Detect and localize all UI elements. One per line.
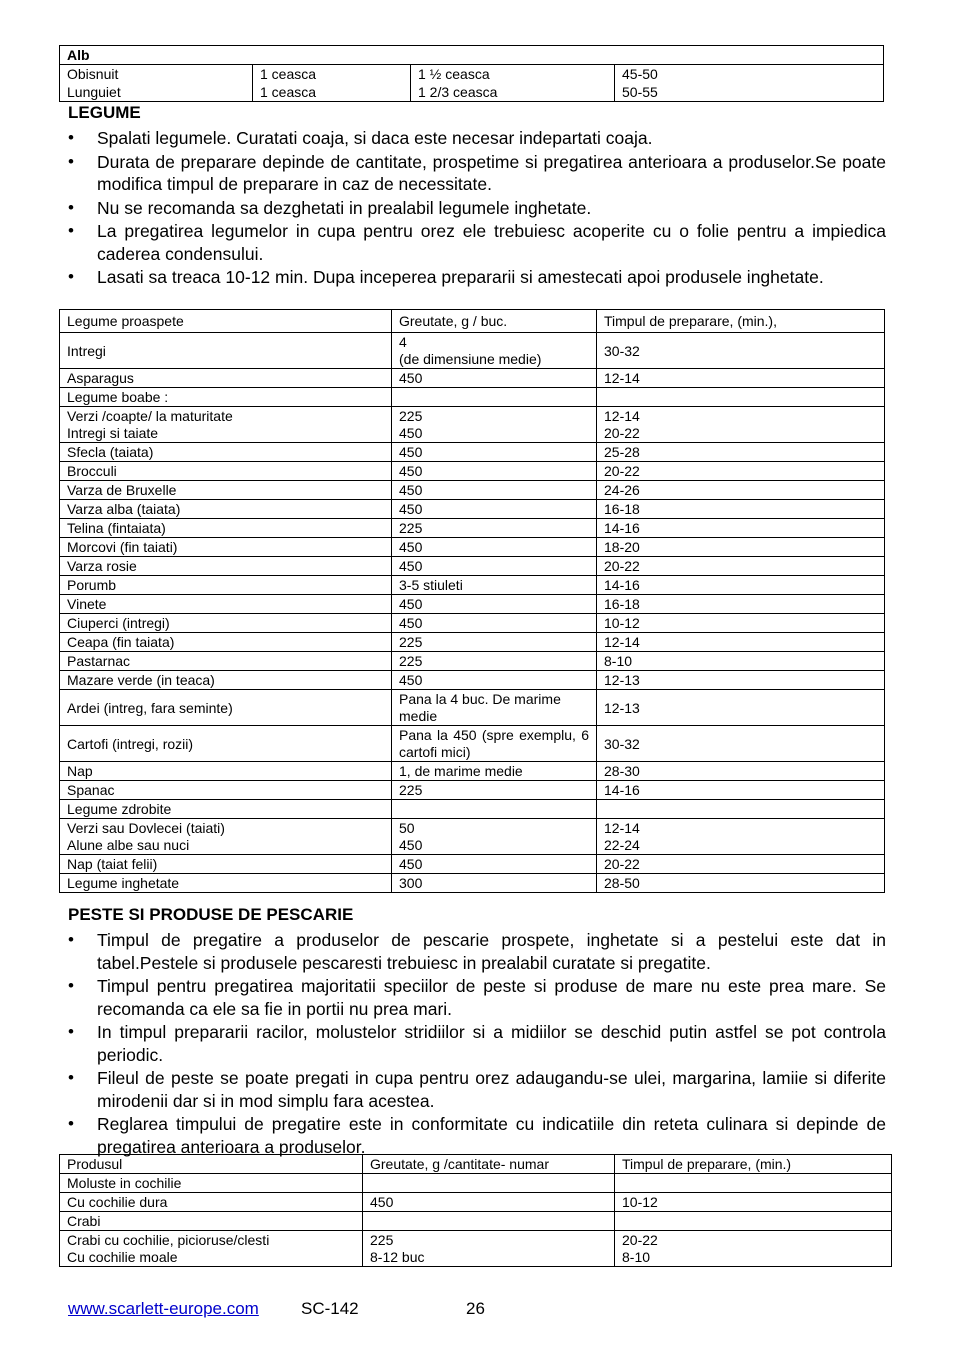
- vegetables-table-body: [60, 333, 885, 893]
- table-header-cell: Greutate, g /cantitate- numar: [363, 1155, 615, 1174]
- table-cell: 20-22: [597, 557, 885, 576]
- table-cell: 300: [392, 874, 597, 893]
- bullet-icon: •: [68, 221, 74, 240]
- table-cell: 25-28: [597, 443, 885, 462]
- rice-cooking-table: [59, 45, 884, 102]
- table-row: [60, 633, 885, 652]
- table-cell: Crabi cu cochilie, picioruse/clesti Cu cochilie moale: [60, 1231, 363, 1267]
- table-header-row: [60, 310, 885, 333]
- table-row: [60, 595, 885, 614]
- table-header-cell: Alb: [60, 46, 884, 65]
- table-cell: Nap: [60, 762, 392, 781]
- table-row: [60, 557, 885, 576]
- table-cell: 14-16: [597, 519, 885, 538]
- table-cell: Ardei (intreg, fara seminte): [60, 690, 392, 726]
- table-row: [60, 874, 885, 893]
- table-row: [60, 443, 885, 462]
- fish-table: [59, 1154, 892, 1267]
- bullet-icon: •: [68, 930, 74, 949]
- vegetables-table: [59, 309, 885, 893]
- table-cell: Verzi /coapte/ la maturitate Intregi si taiate: [60, 407, 392, 443]
- vegetables-bullet-list: [66, 127, 886, 290]
- table-row: [60, 614, 885, 633]
- table-cell: 450: [392, 481, 597, 500]
- table-cell: Brocculi: [60, 462, 392, 481]
- table-cell: 450: [392, 462, 597, 481]
- table-row: [60, 519, 885, 538]
- table-cell: Moluste in cochilie: [60, 1174, 363, 1193]
- table-row: [60, 819, 885, 855]
- table-cell: 225: [392, 633, 597, 652]
- table-row: [60, 1193, 892, 1212]
- table-cell: 225: [392, 781, 597, 800]
- table-cell: Varza alba (taiata): [60, 500, 392, 519]
- table-cell: 1 ceasca 1 ceasca: [253, 65, 411, 102]
- table-row: [60, 407, 885, 443]
- table-cell: [363, 1212, 615, 1231]
- list-item-text: La pregatirea legumelor in cupa pentru orez ele trebuiesc acoperite cu o folie pentru a impiedica caderea condensului.: [97, 221, 886, 264]
- table-cell: 450: [392, 557, 597, 576]
- list-item-text: Fileul de peste se poate pregati in cupa pentru orez adaugandu-se ulei, margarina, lamiie si diferite mirodenii dar si in mod simplu fara acestea.: [97, 1068, 886, 1111]
- table-cell: 20-22: [597, 855, 885, 874]
- table-cell: [392, 388, 597, 407]
- table-cell: 28-50: [597, 874, 885, 893]
- table-cell: 12-14: [597, 369, 885, 388]
- table-cell: Obisnuit Lunguiet: [60, 65, 253, 102]
- table-row: [60, 726, 885, 762]
- table-cell: Ceapa (fin taiata): [60, 633, 392, 652]
- table-cell: 10-12: [615, 1193, 892, 1212]
- list-item: [66, 127, 886, 150]
- table-cell: 8-10: [597, 652, 885, 671]
- table-cell: Intregi: [60, 333, 392, 369]
- bullet-icon: •: [68, 1022, 74, 1041]
- footer-website[interactable]: [68, 1299, 259, 1319]
- table-cell: 30-32: [597, 333, 885, 369]
- table-cell: [597, 388, 885, 407]
- table-header-cell: Produsul: [60, 1155, 363, 1174]
- table-cell: Legume zdrobite: [60, 800, 392, 819]
- list-item: [66, 197, 886, 220]
- table-cell: Crabi: [60, 1212, 363, 1231]
- bullet-icon: •: [68, 976, 74, 995]
- table-cell: Asparagus: [60, 369, 392, 388]
- bullet-icon: •: [68, 128, 74, 147]
- bullet-icon: •: [68, 1068, 74, 1087]
- website-link[interactable]: www.scarlett-europe.com: [68, 1299, 259, 1318]
- table-row: [60, 481, 885, 500]
- table-cell: Pana la 450 (spre exemplu, 6 cartofi mici): [392, 726, 597, 762]
- section-heading-vegetables: LEGUME: [68, 103, 141, 122]
- table-header-cell: Legume proaspete: [60, 310, 392, 333]
- table-row: [60, 1212, 892, 1231]
- table-cell: Mazare verde (in teaca): [60, 671, 392, 690]
- table-row: [60, 671, 885, 690]
- table-cell: 10-12: [597, 614, 885, 633]
- table-header-cell: Greutate, g / buc.: [392, 310, 597, 333]
- table-cell: 450: [392, 671, 597, 690]
- fish-bullet-list: [66, 929, 886, 1159]
- table-cell: Varza rosie: [60, 557, 392, 576]
- list-item-text: Reglarea timpului de pregatire este in conformitate cu indicatiile din reteta culinara si depinde de pregatirea anterioara a produselor.: [97, 1114, 886, 1157]
- table-row: [60, 800, 885, 819]
- table-cell: 450: [392, 369, 597, 388]
- list-item-text: Nu se recomanda sa dezghetati in prealabil legumele inghetate.: [97, 197, 592, 218]
- table-row: [60, 781, 885, 800]
- list-item: [66, 1113, 886, 1158]
- list-item-text: Timpul pentru pregatirea majoritatii speciilor de peste si produse de mare nu este prea mare. Se recomanda ca ele sa fie in portii nu prea mari.: [97, 976, 886, 1019]
- table-cell: 50 450: [392, 819, 597, 855]
- table-cell: Pana la 4 buc. De marime medie: [392, 690, 597, 726]
- table-header-row: [60, 46, 884, 65]
- table-row: [60, 762, 885, 781]
- table-cell: 45-50 50-55: [615, 65, 884, 102]
- list-item: [66, 975, 886, 1020]
- table-cell: Legume inghetate: [60, 874, 392, 893]
- table-cell: Morcovi (fin taiati): [60, 538, 392, 557]
- table-cell: 12-14 20-22: [597, 407, 885, 443]
- table-cell: 18-20: [597, 538, 885, 557]
- table-row: [60, 538, 885, 557]
- table-cell: 20-22 8-10: [615, 1231, 892, 1267]
- table-cell: [615, 1174, 892, 1193]
- table-header-cell: Timpul de preparare, (min.),: [597, 310, 885, 333]
- table-cell: 14-16: [597, 781, 885, 800]
- bullet-icon: •: [68, 1114, 74, 1133]
- table-cell: 12-13: [597, 690, 885, 726]
- list-item-text: Timpul de pregatire a produselor de pescarie prospete, inghetate si a pestelui este dat in tabel.Pestele si produsele pescaresti trebuiesc in prealabil curatate si pregatite.: [97, 930, 886, 973]
- list-item: [66, 1067, 886, 1112]
- table-cell: 450: [392, 500, 597, 519]
- table-cell: 20-22: [597, 462, 885, 481]
- list-item: [66, 266, 886, 289]
- table-cell: 450: [392, 614, 597, 633]
- table-cell: Spanac: [60, 781, 392, 800]
- table-row: [60, 333, 885, 369]
- table-cell: 1, de marime medie: [392, 762, 597, 781]
- table-cell: Sfecla (taiata): [60, 443, 392, 462]
- table-row: [60, 1174, 892, 1193]
- table-cell: 3-5 stiuleti: [392, 576, 597, 595]
- table-cell: 225: [392, 652, 597, 671]
- table-cell: 12-13: [597, 671, 885, 690]
- table-cell: Porumb: [60, 576, 392, 595]
- table-cell: 12-14: [597, 633, 885, 652]
- table-cell: 1 ½ ceasca 1 2/3 ceasca: [411, 65, 615, 102]
- list-item: [66, 1021, 886, 1066]
- table-cell: 225: [392, 519, 597, 538]
- table-cell: 450: [392, 443, 597, 462]
- table-cell: 24-26: [597, 481, 885, 500]
- table-cell: [363, 1174, 615, 1193]
- list-item-text: Spalati legumele. Curatati coaja, si daca este necesar indepartati coaja.: [97, 128, 653, 148]
- table-cell: Vinete: [60, 595, 392, 614]
- table-row: [60, 500, 885, 519]
- bullet-icon: •: [68, 151, 74, 171]
- table-cell: Verzi sau Dovlecei (taiati) Alune albe sau nuci: [60, 819, 392, 855]
- table-header-cell: Timpul de preparare, (min.): [615, 1155, 892, 1174]
- table-cell: 450: [363, 1193, 615, 1212]
- bullet-icon: •: [68, 267, 74, 286]
- table-cell: Nap (taiat felii): [60, 855, 392, 874]
- table-cell: 14-16: [597, 576, 885, 595]
- table-cell: Pastarnac: [60, 652, 392, 671]
- list-item-text: Durata de preparare depinde de cantitate, prospetime si pregatirea anterioara a produselor.Se poate modifica timpul de preparare in caz de necessitate.: [97, 151, 886, 194]
- table-cell: 30-32: [597, 726, 885, 762]
- table-cell: 16-18: [597, 500, 885, 519]
- list-item: [66, 151, 886, 196]
- table-cell: 16-18: [597, 595, 885, 614]
- table-cell: 450: [392, 595, 597, 614]
- table-cell: 450: [392, 538, 597, 557]
- table-cell: Varza de Bruxelle: [60, 481, 392, 500]
- table-cell: Cartofi (intregi, rozii): [60, 726, 392, 762]
- table-cell: 225 8-12 buc: [363, 1231, 615, 1267]
- table-cell: 28-30: [597, 762, 885, 781]
- table-row: [60, 388, 885, 407]
- table-row: [60, 1231, 892, 1267]
- table-cell: Telina (fintaiata): [60, 519, 392, 538]
- table-cell: Cu cochilie dura: [60, 1193, 363, 1212]
- bullet-icon: •: [68, 197, 74, 217]
- table-cell: 225 450: [392, 407, 597, 443]
- table-cell: 450: [392, 855, 597, 874]
- table-header-row: [60, 1155, 892, 1174]
- table-row: [60, 855, 885, 874]
- list-item: [66, 929, 886, 974]
- list-item-text: In timpul prepararii racilor, molustelor stridiilor si a midiilor se deschid putin astfel se pot controla periodic.: [97, 1022, 886, 1065]
- table-row: [60, 369, 885, 388]
- table-row: [60, 652, 885, 671]
- table-row: [60, 462, 885, 481]
- table-cell: Ciuperci (intregi): [60, 614, 392, 633]
- table-cell: [392, 800, 597, 819]
- fish-table-body: [60, 1174, 892, 1267]
- section-heading-fish: PESTE SI PRODUSE DE PESCARIE: [68, 905, 354, 924]
- list-item-text: Lasati sa treaca 10-12 min. Dupa inceperea prepararii si amestecati apoi produsele inghetate.: [97, 267, 824, 287]
- table-cell: 12-14 22-24: [597, 819, 885, 855]
- table-cell: [615, 1212, 892, 1231]
- table-cell: Legume boabe :: [60, 388, 392, 407]
- table-row: [60, 576, 885, 595]
- list-item: [66, 220, 886, 265]
- table-cell: [597, 800, 885, 819]
- footer-model: SC-142: [301, 1299, 359, 1318]
- table-row: [60, 690, 885, 726]
- table-row: [60, 65, 884, 102]
- page-number: 26: [466, 1299, 485, 1318]
- table-cell: 4 (de dimensiune medie): [392, 333, 597, 369]
